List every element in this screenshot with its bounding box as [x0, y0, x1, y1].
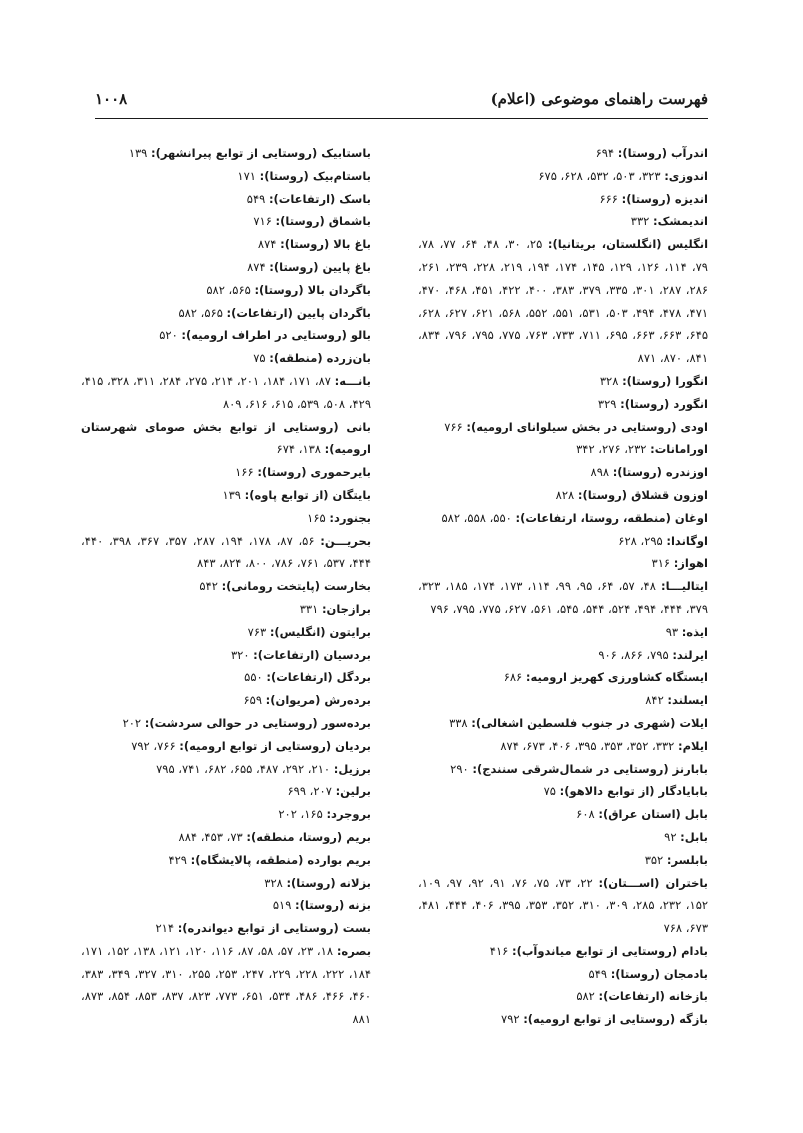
index-entry	[81, 370, 371, 416]
entry-page-refs: ۲۱۴	[155, 921, 175, 936]
entry-term: باغ پایین (روستا):	[269, 259, 371, 274]
entry-term: انگورد (روستا):	[620, 396, 708, 411]
entry-page-refs: ۶۵۹	[243, 693, 263, 708]
entry-term: ایلام:	[677, 738, 708, 753]
entry-page-refs: ۵۶۵، ۵۸۲	[178, 305, 223, 320]
index-entry	[418, 1008, 708, 1031]
entry-term: باگردان بالا (روستا):	[254, 282, 371, 297]
entry-page-refs: ۷۱۶	[253, 214, 272, 229]
index-entry	[418, 416, 708, 439]
entry-page-refs: ۱۳۸، ۶۷۴	[276, 442, 321, 457]
entry-page-refs: ۷۵	[543, 784, 556, 799]
entry-page-refs: ۴۲۹	[168, 852, 187, 867]
entry-term: اندوزی:	[664, 168, 708, 183]
index-entry	[81, 530, 371, 576]
index-entry	[81, 598, 371, 621]
index-entry	[81, 461, 371, 484]
index-entry	[418, 621, 708, 644]
index-entry	[81, 416, 371, 462]
entry-page-refs: ۱۶۶	[235, 465, 254, 480]
entry-term: بردسیان (ارتفاعات):	[253, 647, 371, 662]
entry-page-refs: ۳۱۶	[651, 556, 671, 571]
entry-term: ایلات (شهری در جنوب فلسطین اشغالی):	[471, 715, 708, 730]
entry-page-refs: ۲۰۲	[122, 715, 142, 730]
index-entry	[418, 370, 708, 393]
entry-term: بادام (روستایی از توابع میاندوآب):	[511, 943, 708, 958]
entry-page-refs: ۳۲۸	[599, 373, 619, 388]
index-entry	[81, 894, 371, 917]
entry-term: بابل (استان عراق):	[598, 807, 708, 822]
entry-term: بزنه (روستا):	[295, 898, 371, 913]
index-entry	[418, 575, 708, 621]
index-entry	[81, 849, 371, 872]
index-entry	[418, 165, 708, 188]
entry-term: باختران (اســـتان):	[598, 875, 709, 890]
entry-page-refs: ۷۵	[253, 351, 266, 366]
entry-term: باغ بالا (روستا):	[280, 237, 371, 252]
entry-page-refs: ۸۲۸	[555, 487, 575, 502]
index-entry	[81, 165, 371, 188]
entry-page-refs: ۳۲۹	[597, 396, 617, 411]
index-entry	[81, 575, 371, 598]
entry-term: اوزندره (روستا):	[612, 465, 708, 480]
entry-page-refs: ۸۹۸	[590, 465, 610, 480]
entry-page-refs: ۳۳۱	[299, 601, 319, 616]
entry-term: اودی (روستایی در بخش سیلوانای ارومیه):	[466, 419, 708, 434]
entry-page-refs: ۲۹۰	[450, 761, 469, 776]
entry-page-refs: ۵۴۹	[588, 966, 608, 981]
index-entry	[418, 461, 708, 484]
entry-page-refs: ۲۱۰، ۲۹۲، ۴۸۷، ۶۵۵، ۶۸۲، ۷۴۱، ۷۹۵	[156, 761, 331, 776]
entry-term: انگورا (روستا):	[622, 373, 708, 388]
index-entry	[418, 849, 708, 872]
entry-term: باستابیک (روستایی از توابع پیرانشهر):	[151, 146, 371, 160]
header-title: فهرست راهنمای موضوعی (اعلام)	[490, 90, 708, 108]
index-entry	[418, 758, 708, 781]
index-entry	[81, 210, 371, 233]
entry-term: اندرآب (روستا):	[617, 146, 708, 160]
entry-term: بالو (روستایی در اطراف ارومیه):	[181, 328, 371, 343]
entry-term: بحریـــن:	[320, 533, 372, 548]
entry-page-refs: ۶۹۴	[595, 146, 615, 160]
entry-page-refs: ۳۳۸	[449, 715, 468, 730]
entry-page-refs: ۵۵۰	[244, 670, 263, 685]
entry-term: برایتون (انگلیس):	[269, 624, 371, 639]
index-entry	[81, 712, 371, 735]
entry-page-refs: ۴۱۶	[489, 943, 509, 958]
entry-term: ایتالیـــا:	[661, 579, 709, 594]
entry-term: برزیل:	[333, 761, 371, 776]
entry-page-refs: ۷۶۳	[247, 624, 267, 639]
entry-term: بایرحموری (روستا):	[257, 465, 371, 480]
entry-page-refs: ۱۶۵، ۲۰۲	[278, 807, 323, 822]
entry-term: اوغان (منطقه، روستا، ارتفاعات):	[515, 510, 708, 525]
running-header	[95, 90, 708, 114]
entry-page-refs: ۱۶۵	[307, 510, 326, 525]
index-entry	[81, 256, 371, 279]
index-column-left	[81, 142, 371, 1031]
entry-page-refs: ۹۲	[664, 829, 677, 844]
index-entry	[418, 780, 708, 803]
index-entry	[81, 302, 371, 325]
entry-page-refs: ۵۴۲	[199, 579, 218, 594]
index-entry	[418, 393, 708, 416]
entry-page-refs: ۸۴۲	[645, 693, 664, 708]
entry-page-refs: ۸۷۴	[247, 259, 266, 274]
entry-term: اندیزه (روستا):	[621, 191, 708, 206]
index-entry	[418, 689, 708, 712]
entry-page-refs: ۸۷، ۱۷۱، ۱۸۴، ۲۰۱، ۲۱۴، ۲۷۵، ۲۸۴، ۳۱۱، ۳۲۸، ۴۱۵، ۴۲۹، ۵۰۸، ۵۳۹، ۶۱۵، ۶۱۶، ۸۰۹	[81, 373, 371, 411]
entry-term: بازخانه (ارتفاعات):	[598, 989, 708, 1004]
entry-term: بادمجان (روستا):	[610, 966, 708, 981]
index-entry	[418, 233, 708, 370]
index-entry	[81, 735, 371, 758]
index-entry	[81, 872, 371, 895]
index-entry	[418, 712, 708, 735]
entry-term: بابارنز (روستایی در شمال‌شرقی سنندج):	[472, 761, 708, 776]
index-entry	[81, 484, 371, 507]
entry-page-refs: ۱۸، ۲۳، ۵۷، ۵۸، ۸۷، ۱۱۶، ۱۲۰، ۱۲۱، ۱۳۸، ۱۵۲، ۱۷۱، ۱۸۴، ۲۲۲، ۲۲۸، ۲۲۹، ۲۴۷، ۲۵۳، ۲۵۵، ۳۱۰، ۳۲۷، ۳۴۹، ۳۸۳، ۴۶۰، ۴۶۶، ۴۸۶، ۵۳۴، ۶۵۱، ۷۷۳، ۸۲۳، ۸۳۷، ۸۵۳، ۸۵۴، ۸۷۳، ۸۸۱	[81, 943, 372, 1027]
header-rule	[95, 118, 708, 119]
index-entry	[418, 963, 708, 986]
index-entry	[418, 142, 708, 165]
index-entry	[418, 666, 708, 689]
entry-page-refs: ۲۵، ۳۰، ۴۸، ۶۴، ۷۷، ۷۸، ۷۹، ۱۱۴، ۱۲۶، ۱۲۹، ۱۴۵، ۱۷۴، ۱۹۴، ۲۱۹، ۲۲۸، ۲۳۹، ۲۶۱، ۲۸۶، ۲۸۷، ۳۰۱، ۳۳۵، ۳۷۹، ۳۸۳، ۴۰۰، ۴۲۲، ۴۵۱، ۴۶۸، ۴۷۰، ۴۷۱، ۴۷۸، ۴۹۴، ۵۰۳، ۵۳۱، ۵۵۱، ۵۵۲، ۵۶۸، ۶۲۱، ۶۲۷، ۶۲۸، ۶۴۵، ۶۶۳، ۶۶۳، ۶۹۵، ۷۱۱، ۷۳۳، ۷۶۳، ۷۷۵، ۷۹۵، ۷۹۶، ۸۳۴، ۸۴۱، ۸۷۰، ۸۷۱	[418, 237, 709, 366]
entry-term: بجنورد:	[329, 510, 371, 525]
entry-page-refs: ۵۵۰، ۵۵۸، ۵۸۲	[441, 510, 512, 525]
entry-term: بابایادگار (از توابع دالاهو):	[559, 784, 708, 799]
entry-term: بست (روستایی از توابع دیواندره):	[177, 921, 371, 936]
entry-page-refs: ۳۲۰	[230, 647, 250, 662]
entry-page-refs: ۴۸، ۵۷، ۶۴، ۹۵، ۹۹، ۱۱۴، ۱۷۳، ۱۷۴، ۱۸۵، ۳۲۳، ۳۷۹، ۴۴۴، ۴۹۴، ۵۲۴، ۵۴۴، ۵۴۵، ۵۶۱، ۶۲۷، ۷۷۵، ۷۹۵، ۷۹۶	[418, 579, 708, 616]
entry-page-refs: ۳۵۲	[644, 852, 664, 867]
index-entry	[418, 803, 708, 826]
index-entry	[81, 324, 371, 347]
entry-page-refs: ۲۳۲، ۲۷۶، ۳۴۲	[576, 442, 647, 457]
entry-term: بخارست (پایتخت رومانی):	[221, 579, 371, 594]
index-entry	[418, 552, 708, 575]
entry-page-refs: ۲۰۷، ۶۹۹	[287, 784, 332, 799]
entry-page-refs: ۶۰۸	[576, 807, 595, 822]
entry-term: بازگه (روستایی از توابع ارومیه):	[523, 1012, 708, 1027]
entry-page-refs: ۳۳۲، ۳۵۲، ۳۵۳، ۳۹۵، ۴۰۶، ۶۷۳، ۸۷۴	[500, 738, 675, 753]
index-entry	[81, 689, 371, 712]
entry-term: بانی (روستایی از توابع بخش صومای شهرستان ارومیه):	[81, 419, 371, 457]
entry-term: بریم (روستا، منطقه):	[246, 829, 371, 844]
entry-page-refs: ۳۲۸	[264, 875, 283, 890]
entry-page-refs: ۵۸۲	[576, 989, 595, 1004]
entry-term: اوگاندا:	[666, 533, 708, 548]
index-entry	[418, 735, 708, 758]
entry-term: باستام‌بیک (روستا):	[259, 168, 371, 183]
entry-term: بابل:	[680, 829, 708, 844]
entry-page-refs: ۷۹۲	[501, 1012, 520, 1027]
entry-page-refs: ۶۶۶	[599, 191, 618, 206]
entry-page-refs: ۷۶۶، ۷۹۲	[131, 738, 176, 753]
entry-term: اورامانات:	[650, 442, 708, 457]
entry-term: بصره:	[336, 943, 372, 958]
entry-page-refs: ۱۳۹	[128, 146, 148, 160]
entry-page-refs: ۳۳۲	[630, 214, 650, 229]
entry-term: برازجان:	[321, 601, 371, 616]
entry-term: اهواز:	[673, 556, 708, 571]
entry-term: ایرلند:	[672, 647, 708, 662]
entry-term: برده‌سور (روستایی در حوالی سردشت):	[144, 715, 371, 730]
entry-term: انگلیس (انگلستان، بریتانیا):	[547, 237, 709, 252]
index-entry	[418, 188, 708, 211]
index-entry	[81, 188, 371, 211]
entry-page-refs: ۱۳۹	[222, 487, 241, 502]
entry-term: بابلسر:	[666, 852, 708, 867]
entry-page-refs: ۶۸۶	[503, 670, 523, 685]
index-entry	[81, 803, 371, 826]
entry-page-refs: ۹۳	[665, 624, 679, 639]
index-entry	[418, 826, 708, 849]
page-number: ۱۰۰۸	[95, 90, 128, 108]
entry-term: باگردان پایین (ارتفاعات):	[226, 305, 371, 320]
entry-term: بریم بوارده (منطقه، پالایشگاه):	[190, 852, 371, 867]
index-entry	[81, 780, 371, 803]
entry-page-refs: ۱۷۱	[237, 168, 256, 183]
entry-term: ایستگاه کشاورزی کهریز ارومیه:	[525, 670, 708, 685]
entry-term: ایذه:	[681, 624, 708, 639]
entry-page-refs: ۳۲۳، ۵۰۳، ۵۳۲، ۶۲۸، ۶۷۵	[538, 168, 661, 183]
entry-page-refs: ۵۱۹	[272, 898, 292, 913]
index-entry	[418, 985, 708, 1008]
entry-page-refs: ۷۹۵، ۸۶۶، ۹۰۶	[598, 647, 669, 662]
entry-page-refs: ۵۶، ۸۷، ۱۷۸، ۱۹۴، ۲۸۷، ۳۵۷، ۳۶۷، ۳۹۸، ۴۴۰، ۴۴۴، ۵۳۷، ۷۶۱، ۷۸۶، ۸۰۰، ۸۲۴، ۸۴۳	[81, 533, 371, 571]
entry-page-refs: ۵۴۹	[246, 191, 266, 206]
entry-term: باسک (ارتفاعات):	[268, 191, 371, 206]
entry-page-refs: ۸۷۴	[257, 237, 277, 252]
index-entry	[418, 438, 708, 461]
entry-term: بایتگان (از توابع پاوه):	[244, 487, 371, 502]
index-entry	[81, 666, 371, 689]
index-entry	[418, 210, 708, 233]
entry-page-refs: ۲۹۵، ۶۲۸	[618, 533, 663, 548]
entry-term: اندیمشک:	[652, 214, 708, 229]
entry-term: برده‌رش (مریوان):	[265, 693, 371, 708]
entry-term: بزلانه (روستا):	[286, 875, 371, 890]
entry-page-refs: ۵۲۰	[159, 328, 178, 343]
index-entry	[81, 917, 371, 940]
entry-page-refs: ۵۶۵، ۵۸۲	[206, 282, 251, 297]
entry-term: بردیان (روستایی از توابع ارومیه):	[179, 738, 371, 753]
index-entry	[81, 644, 371, 667]
entry-term: بردگل (ارتفاعات):	[266, 670, 371, 685]
entry-term: برلین:	[335, 784, 371, 799]
index-entry	[81, 621, 371, 644]
index-entry	[81, 507, 371, 530]
index-entry	[418, 484, 708, 507]
index-entry	[81, 142, 371, 165]
entry-term: بانـــه:	[334, 373, 371, 388]
index-entry	[418, 872, 708, 940]
entry-term: اوزون قشلاق (روستا):	[577, 487, 708, 502]
index-column-right	[418, 142, 708, 1031]
index-entry	[418, 644, 708, 667]
index-entry	[418, 507, 708, 530]
entry-term: بروجرد:	[326, 807, 371, 822]
index-entry	[81, 940, 371, 1031]
entry-term: باشماق (روستا):	[275, 214, 371, 229]
entry-page-refs: ۲۲، ۷۳، ۷۵، ۷۶، ۹۱، ۹۲، ۹۷، ۱۰۹، ۱۵۲، ۲۳۲، ۲۸۵، ۳۰۹، ۳۱۰، ۳۵۲، ۳۵۳، ۳۹۵، ۴۰۶، ۴۴۴، ۴۸۱، ۶۷۳، ۷۶۸	[418, 875, 709, 936]
index-entry	[81, 279, 371, 302]
index-entry	[81, 347, 371, 370]
index-entry	[418, 530, 708, 553]
entry-term: ایسلند:	[667, 693, 708, 708]
index-entry	[81, 826, 371, 849]
index-entry	[418, 940, 708, 963]
index-entry	[81, 233, 371, 256]
entry-page-refs: ۷۳، ۴۵۳، ۸۸۴	[178, 829, 243, 844]
index-entry	[81, 758, 371, 781]
entry-term: بان‌زرده (منطقه):	[269, 351, 371, 366]
entry-page-refs: ۷۶۶	[444, 419, 463, 434]
